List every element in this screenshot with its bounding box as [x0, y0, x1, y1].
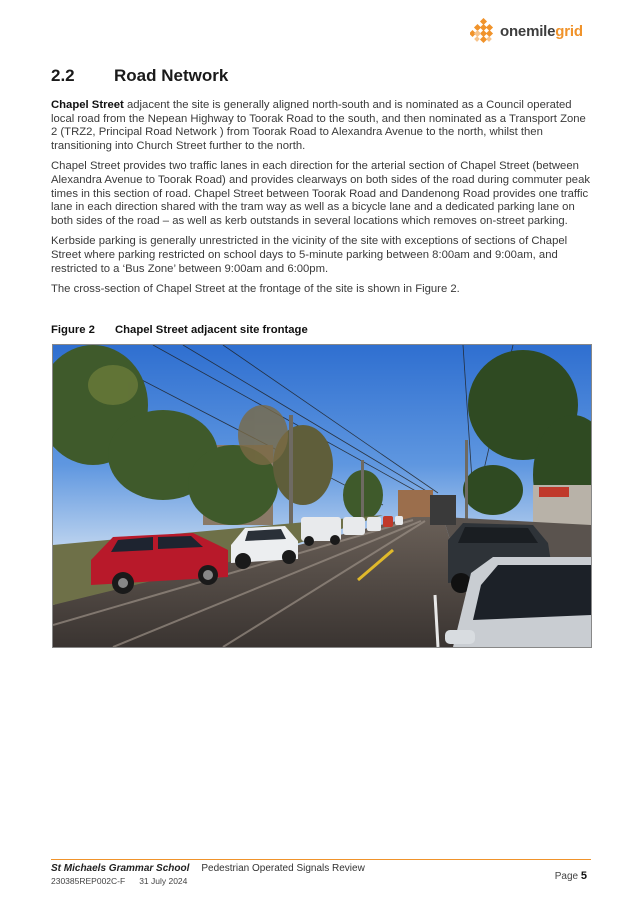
section-number: 2.2: [51, 66, 75, 85]
section-heading: [51, 66, 228, 86]
paragraph-2: Chapel Street provides two traffic lanes in each direction for the arterial section of Chapel Street (between Alexandra Avenue to Toorak Road) and provides clearways on both sides of the road during commuter peak times in this section of road. Chapel Street between Toorak Road and Dandenong Road provides one traffic lane in each direction shared with the tram way as well as a bicycle lane and a dedicated parking lane on both sides of the road – as well as kerb outstands in several locations which removes on-street parking.: [51, 160, 591, 227]
figure-title: Chapel Street adjacent site frontage: [115, 324, 308, 336]
paragraph-1-text: adjacent the site is generally aligned north-south and is nominated as a Council operated local road from the Nepean Highway to Toorak Road to the south, and then nominated as a Transport Zone 2 (TRZ2, Principal Road Network ) from Toorak Road to Alexandra Avenue to the north, whilst then transitioning into Church Street further to the north.: [51, 99, 586, 152]
paragraph-3: Kerbside parking is generally unrestricted in the vicinity of the site with exceptions of sections of Chapel Street where parking restricted on school days to 5-minute parking between 8:00am and 9:00am, and restricted to a ‘Bus Zone’ between 9:00am and 6:00pm.: [51, 235, 568, 275]
page-label: Page: [554, 871, 579, 882]
street-photo-illustration: [53, 345, 591, 647]
company-logo: [470, 18, 583, 44]
brand-name: onemilegrid: [500, 22, 583, 40]
page-number: [555, 870, 587, 882]
footer-doc-title: Pedestrian Operated Signals Review: [201, 863, 365, 874]
body-text: [51, 99, 591, 304]
footer-school: St Michaels Grammar School: [51, 863, 190, 874]
paragraph-4: The cross-section of Chapel Street at the frontage of the site is shown in Figure 2.: [51, 283, 460, 296]
paragraph-1: [51, 99, 591, 153]
grid-logo-icon: [470, 18, 498, 44]
figure-caption: [51, 324, 308, 336]
section-title: Road Network: [114, 66, 229, 85]
page-number-value: 5: [580, 870, 587, 882]
footer-reference: 230385REP002C-F: [51, 876, 126, 886]
street-photo: [52, 344, 592, 648]
paragraph-1-lead: Chapel Street: [51, 99, 124, 111]
footer-rule: [51, 859, 591, 860]
figure-number: Figure 2: [51, 324, 95, 336]
footer-date: 31 July 2024: [139, 876, 188, 886]
footer-left: [51, 863, 365, 886]
